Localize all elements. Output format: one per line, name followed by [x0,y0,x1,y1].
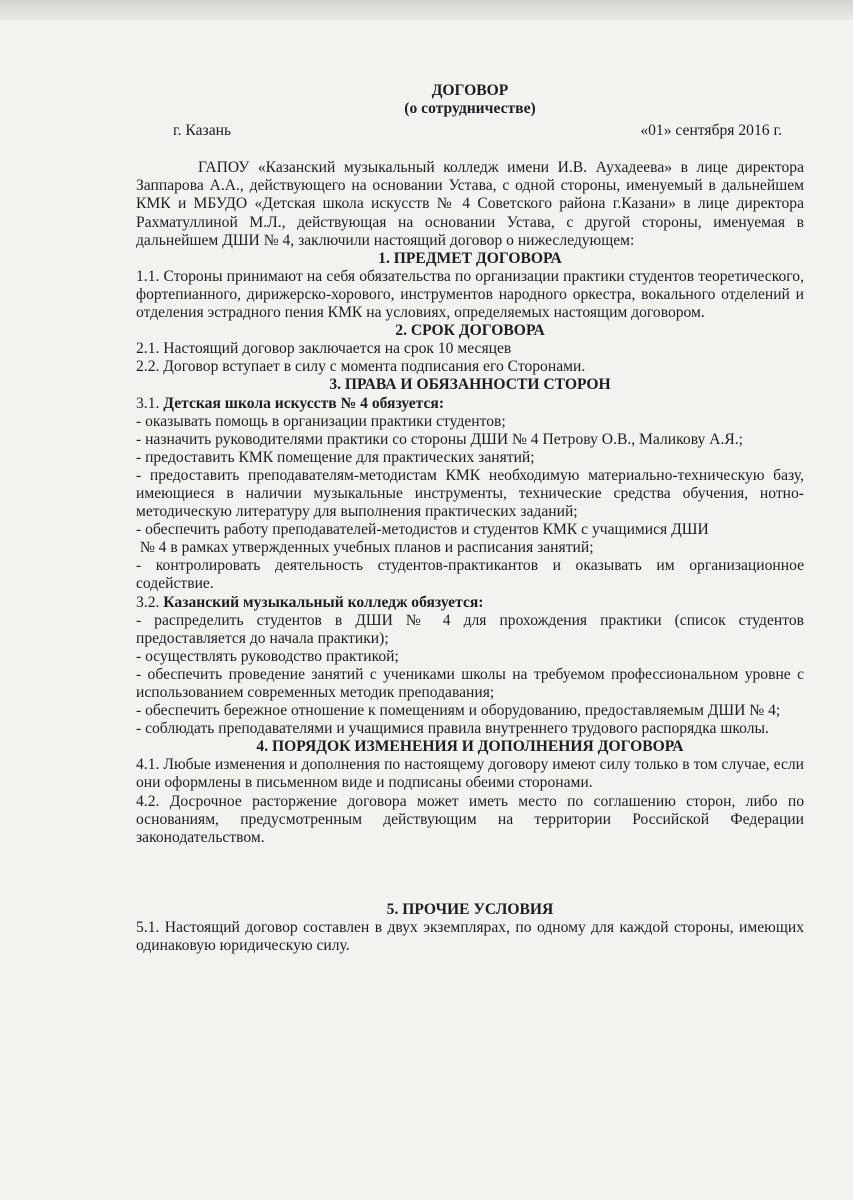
doc-subtitle: (о сотрудничестве) [404,100,536,118]
city-date-line [136,122,804,140]
clause-3-1-title: Детская школа искусств № 4 обязуется: [163,394,445,412]
clause-3-1-item: - контролировать деятельность студентов-практикантов и оказывать им организационное содействие. [136,557,804,593]
clause-2-1: 2.1. Настоящий договор заключается на срок 10 месяцев [136,340,512,358]
section-3-heading: 3. ПРАВА И ОБЯЗАННОСТИ СТОРОН [329,376,611,394]
clause-3-2-title: Казанский музыкальный колледж обязуется: [163,593,484,611]
clause-3-2-item: - распределить студентов в ДШИ № 4 для прохождения практики (список студентов предоставляется до начала практики); [136,611,804,647]
section-1-heading: 1. ПРЕДМЕТ ДОГОВОРА [378,249,562,267]
clause-3-1-item: - обеспечить работу преподавателей-методистов и студентов КМК с учащимися ДШИ [136,521,709,539]
section-4-heading: 4. ПОРЯДОК ИЗМЕНЕНИЯ И ДОПОЛНЕНИЯ ДОГОВОРА [256,738,684,756]
document-body [136,82,804,955]
clause-4-2: 4.2. Досрочное расторжение договора может иметь место по соглашению сторон, либо по основаниям, предусмотренным действующим на территории Российской Федерации законодательством. [136,792,804,846]
clause-3-1-number: 3.1. [136,394,164,412]
clause-3-2-item: - обеспечить бережное отношение к помещениям и оборудованию, предоставляемым ДШИ № 4; [136,702,781,720]
clause-3-1-item: - предоставить преподавателям-методистам КМК необходимую материально-техническую базу, имеющиеся в наличии музыкальные инструменты, технические средства обучения, нотно-методическую литературу для выполнения практических заданий; [136,466,804,521]
clause-3-2-item: - осуществлять руководство практикой; [136,647,399,665]
clause-3-1-item: № 4 в рамках утвержденных учебных планов и расписания занятий; [136,539,594,557]
clause-3-2-item: - обеспечить проведение занятий с учениками школы на требуемом профессиональном уровне с использованием современных методик преподавания; [136,665,804,701]
preamble: ГАПОУ «Казанский музыкальный колледж имени И.В. Аухадеева» в лице директора Заппарова А.А., действующего на основании Устава, с одной стороны, именуемый в дальнейшем КМК и МБУДО «Детская школа искусств № 4 Советского района г.Казани» в лице директора Рахматуллиной М.Л., действующая на основании Устава, с другой стороны, именуемая в дальнейшем ДШИ № 4, заключили настоящий договор о нижеследующем: [136,159,804,249]
spacer [136,847,804,901]
date: «01» сентября 2016 г. [640,122,782,140]
section-2-heading: 2. СРОК ДОГОВОРА [395,322,545,340]
clause-4-1: 4.1. Любые изменения и дополнения по настоящему договору имеют силу только в том случае, если они оформлены в письменном виде и подписаны обеими сторонами. [136,756,804,792]
section-5-heading: 5. ПРОЧИЕ УСЛОВИЯ [386,900,554,918]
clause-3-2 [136,594,804,612]
clause-3-2-number: 3.2. [136,593,164,611]
clause-5-1: 5.1. Настоящий договор составлен в двух экземплярах, по одному для каждой стороны, имеющих одинаковую юридическую силу. [136,918,804,955]
doc-title: ДОГОВОР [431,82,509,99]
clause-3-1-item: - оказывать помощь в организации практики студентов; [136,412,506,430]
clause-3-1-item: - предоставить КМК помещение для практических занятий; [136,448,535,466]
scan-top-edge [0,0,853,20]
city: г. Казань [173,122,232,140]
clause-3-2-item: - соблюдать преподавателями и учащимися правила внутреннего трудового распорядка школы. [136,720,769,738]
clause-3-1-item: - назначить руководителями практики со стороны ДШИ № 4 Петрову О.В., Маликову А.Я.; [136,430,744,448]
clause-2-2: 2.2. Договор вступает в силу с момента подписания его Сторонами. [136,358,586,376]
clause-1-1: 1.1. Стороны принимают на себя обязательства по организации практики студентов теоретического, фортепианного, дирижерско-хорового, инструментов народного оркестра, вокального отделений и отделения эстрадного пения КМК на условиях, определяемых настоящим договором. [136,267,804,322]
clause-3-1 [136,395,804,413]
